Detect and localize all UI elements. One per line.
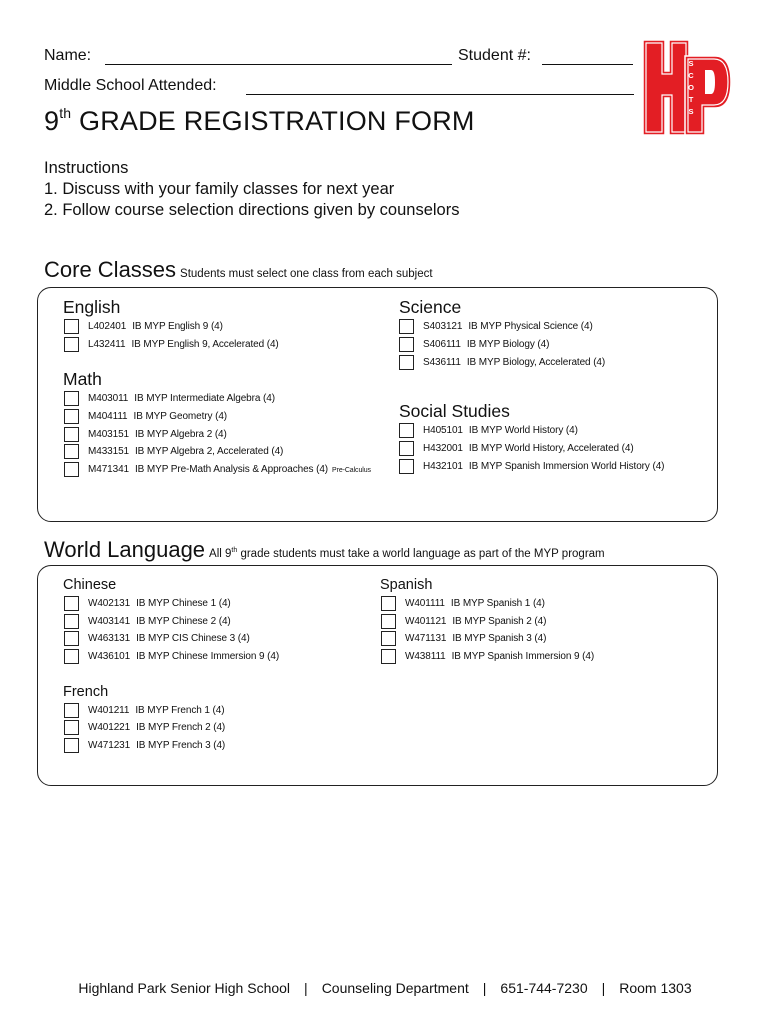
footer-department: Counseling Department (321, 980, 469, 996)
course-option: W402131 IB MYP Chinese 1 (4) (64, 595, 231, 611)
footer (0, 980, 770, 996)
course-option: M433151 IB MYP Algebra 2, Accelerated (4) (64, 443, 283, 459)
course-option: L402401 IB MYP English 9 (4) (64, 318, 223, 334)
instruction-item: 2. Follow course selection directions given by counselors (44, 201, 460, 219)
course-option: M403151 IB MYP Algebra 2 (4) (64, 426, 227, 442)
core-classes-heading: Core Classes Students must select one class from each subject (44, 257, 433, 282)
social-studies-title: Social Studies (399, 401, 510, 421)
instructions-heading: Instructions (44, 159, 129, 177)
course-option: W401111 IB MYP Spanish 1 (4) (381, 595, 545, 611)
footer-separator: | (601, 980, 606, 996)
footer-separator: | (304, 980, 308, 996)
course-checkbox[interactable] (64, 614, 79, 629)
course-option: W401221 IB MYP French 2 (4) (64, 719, 225, 735)
name-label: Name: (44, 47, 92, 64)
course-checkbox[interactable] (399, 355, 414, 370)
instructions (44, 158, 459, 221)
student-number-field[interactable] (542, 64, 633, 65)
course-option: S406111 IB MYP Biology (4) (399, 336, 549, 352)
course-checkbox[interactable] (64, 444, 79, 459)
course-checkbox[interactable] (64, 391, 79, 406)
course-checkbox[interactable] (64, 596, 79, 611)
course-option: L432411 IB MYP English 9, Accelerated (4) (64, 336, 279, 352)
course-option: S436111 IB MYP Biology, Accelerated (4) (399, 354, 605, 370)
student-number-label: Student #: (458, 47, 531, 64)
course-checkbox[interactable] (381, 596, 396, 611)
course-checkbox[interactable] (381, 631, 396, 646)
course-checkbox[interactable] (381, 614, 396, 629)
course-option: H432101 IB MYP Spanish Immersion World History (4) (399, 458, 664, 474)
course-note: Pre-Calculus (332, 466, 371, 474)
course-option: W471131 IB MYP Spanish 3 (4) (381, 630, 546, 646)
course-checkbox[interactable] (399, 337, 414, 352)
course-checkbox[interactable] (64, 720, 79, 735)
page-title: 9th GRADE REGISTRATION FORM (44, 105, 475, 136)
course-option: H405101 IB MYP World History (4) (399, 422, 578, 438)
course-checkbox[interactable] (64, 462, 79, 477)
course-option: W438111 IB MYP Spanish Immersion 9 (4) (381, 648, 594, 664)
course-option: H432001 IB MYP World History, Accelerated (4) (399, 440, 634, 456)
middle-school-field[interactable] (246, 94, 634, 95)
course-checkbox[interactable] (64, 703, 79, 718)
course-checkbox[interactable] (64, 319, 79, 334)
course-checkbox[interactable] (64, 409, 79, 424)
english-title: English (63, 297, 121, 317)
spanish-title: Spanish (380, 577, 433, 593)
course-option: W403141 IB MYP Chinese 2 (4) (64, 613, 231, 629)
course-option: W471231 IB MYP French 3 (4) (64, 737, 225, 753)
middle-school-label: Middle School Attended: (44, 77, 217, 94)
course-option: M403011 IB MYP Intermediate Algebra (4) (64, 390, 275, 406)
course-option: W463131 IB MYP CIS Chinese 3 (4) (64, 630, 250, 646)
chinese-title: Chinese (63, 577, 117, 593)
course-checkbox[interactable] (64, 337, 79, 352)
course-checkbox[interactable] (64, 738, 79, 753)
course-option: M404111 IB MYP Geometry (4) (64, 408, 227, 424)
science-title: Science (399, 297, 462, 317)
french-title: French (63, 684, 109, 700)
footer-separator: | (482, 980, 487, 996)
course-checkbox[interactable] (64, 631, 79, 646)
instruction-item: 1. Discuss with your family classes for next year (44, 180, 395, 198)
course-option: S403121 IB MYP Physical Science (4) (399, 318, 593, 334)
course-option: W436101 IB MYP Chinese Immersion 9 (4) (64, 648, 279, 664)
course-checkbox[interactable] (399, 459, 414, 474)
course-checkbox[interactable] (64, 649, 79, 664)
course-option: W401211 IB MYP French 1 (4) (64, 702, 224, 718)
logo-side-text: SCOTS (688, 59, 694, 116)
world-language-heading: World Language All 9th grade students must take a world language as part of the MYP program (44, 537, 605, 562)
math-title: Math (63, 369, 102, 389)
course-checkbox[interactable] (399, 441, 414, 456)
course-checkbox[interactable] (64, 427, 79, 442)
course-option: M471341 IB MYP Pre-Math Analysis & Approaches (4) Pre-Calculus (64, 461, 371, 477)
footer-school: Highland Park Senior High School (78, 980, 291, 996)
footer-phone: 651-744-7230 (500, 980, 588, 996)
footer-room: Room 1303 (619, 980, 692, 996)
course-option: W401121 IB MYP Spanish 2 (4) (381, 613, 546, 629)
world-language-subtext: All 9th grade students must take a world language as part of the MYP program (209, 547, 605, 560)
school-logo (641, 38, 733, 138)
core-classes-subtext: Students must select one class from each subject (180, 268, 433, 280)
course-checkbox[interactable] (399, 423, 414, 438)
course-checkbox[interactable] (381, 649, 396, 664)
name-field[interactable] (105, 64, 452, 65)
course-checkbox[interactable] (399, 319, 414, 334)
